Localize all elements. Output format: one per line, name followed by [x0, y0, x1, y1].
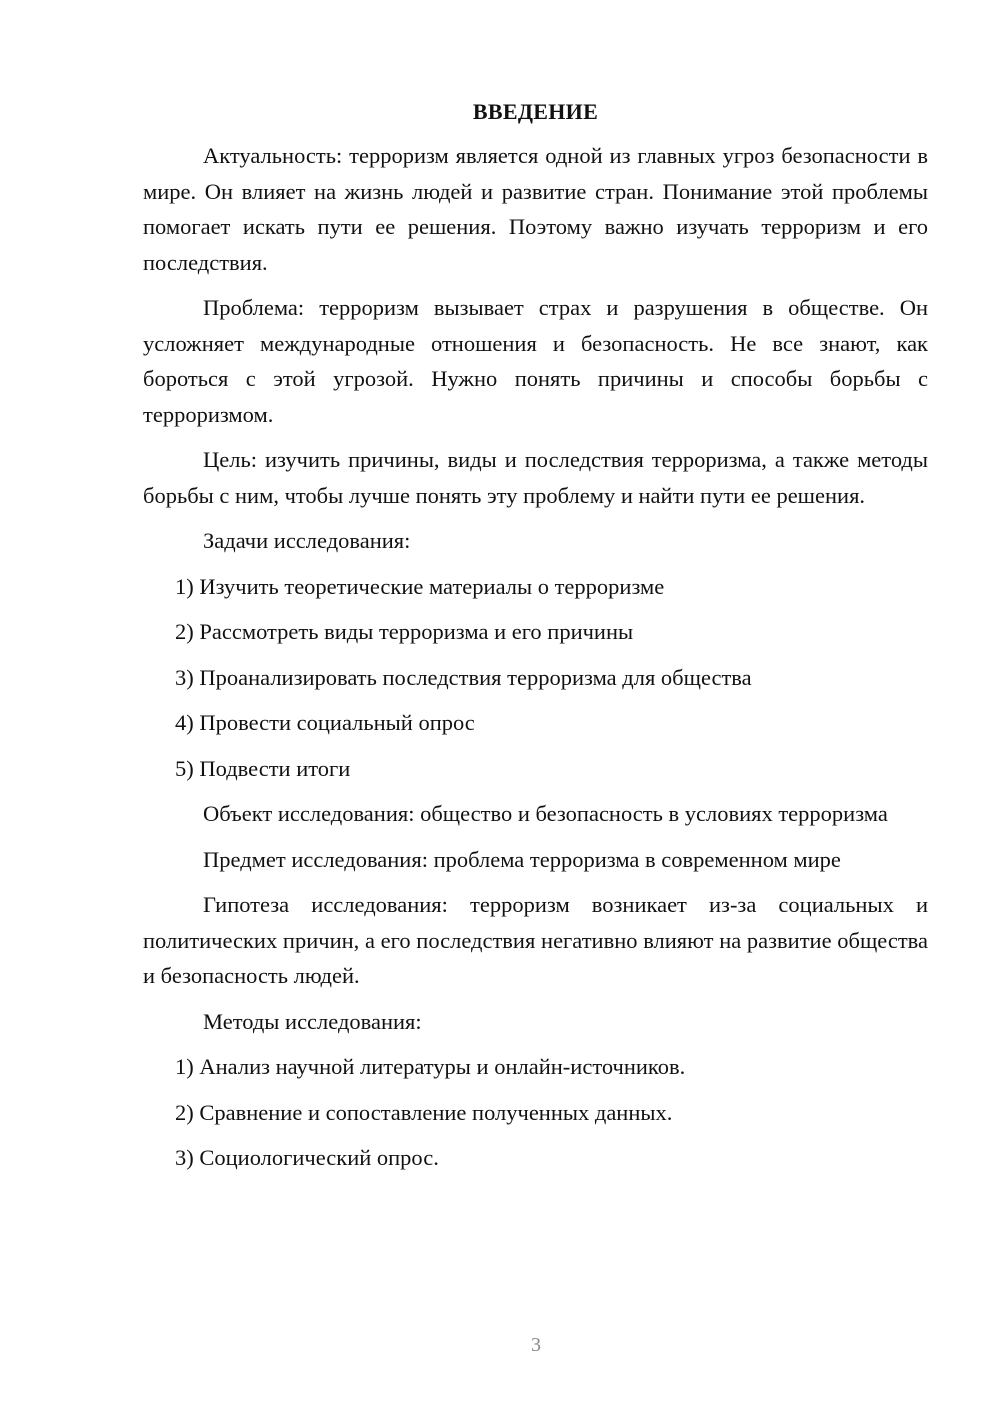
list-item: 1) Анализ научной литературы и онлайн-источников. — [175, 1054, 686, 1079]
list-item: 1) Изучить теоретические материалы о терроризме — [175, 573, 665, 599]
list-item: 2) Сравнение и сопоставление полученных данных. — [175, 1099, 673, 1125]
tasks-list — [143, 569, 928, 787]
page-content — [143, 96, 928, 1176]
list-item: 3) Проанализировать последствия терроризма для общества — [175, 664, 752, 690]
tasks-heading: Задачи исследования: — [203, 528, 411, 553]
page-title: ВВЕДЕНИЕ — [472, 99, 599, 124]
paragraph-problem: Проблема: терроризм вызывает страх и разрушения в обществе. Он усложняет международные отношения и безопасность. Не все знают, как бороться с этой угрозой. Нужно понять причины и способы борьбы с терроризмом. — [143, 295, 928, 427]
list-item: 4) Провести социальный опрос — [175, 710, 475, 735]
paragraph-goal: Цель: изучить причины, виды и последствия терроризма, а также методы борьбы с ним, чтобы лучше понять эту проблему и найти пути ее решения. — [143, 447, 928, 508]
paragraph-hypothesis: Гипотеза исследования: терроризм возникает из-за социальных и политических причин, а его последствия негативно влияют на развитие общества и безопасность людей. — [143, 892, 928, 988]
methods-heading: Методы исследования: — [203, 1008, 422, 1034]
page-number: 3 — [531, 1334, 541, 1356]
list-item: 5) Подвести итоги — [175, 755, 351, 781]
paragraph-relevance: Актуальность: терроризм является одной из главных угроз безопасности в мире. Он влияет на жизнь людей и развитие стран. Понимание этой проблемы помогает искать пути ее решения. Поэтому важно изучать терроризм и его последствия. — [143, 143, 928, 275]
paragraph-subject: Предмет исследования: проблема терроризма в современном мире — [203, 846, 841, 872]
list-item: 2) Рассмотреть виды терроризма и его причины — [175, 619, 634, 644]
list-item: 3) Социологический опрос. — [175, 1145, 439, 1170]
methods-list — [143, 1049, 928, 1176]
paragraph-object: Объект исследования: общество и безопасность в условиях терроризма — [203, 801, 888, 826]
